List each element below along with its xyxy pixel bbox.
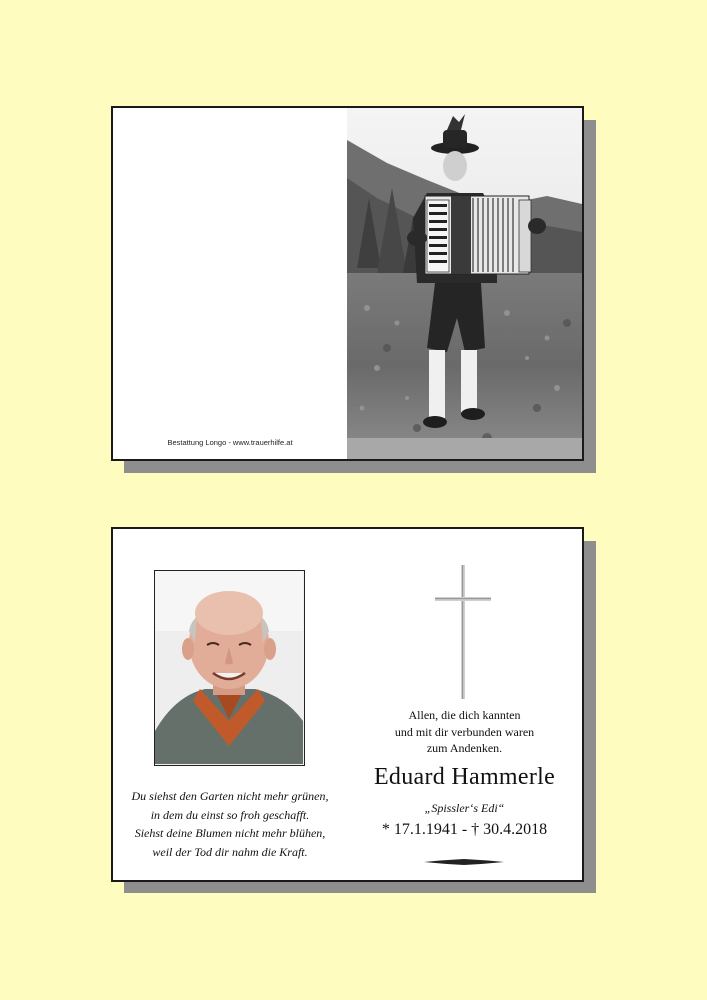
dedication-line: zum Andenken. (426, 741, 503, 755)
poem-line: in dem du einst so froh geschafft. (150, 807, 310, 822)
dedication-text (347, 707, 582, 757)
dedication-line: und mit dir verbunden waren (394, 724, 535, 739)
poem-line: weil der Tod dir nahm die Kraft. (152, 844, 308, 859)
portrait-photo (154, 570, 305, 766)
cross-icon (435, 565, 491, 704)
memorial-poem (113, 787, 347, 861)
ornament-divider-icon (424, 854, 504, 872)
deceased-nickname: „Spissler‘s Edi“ (424, 801, 505, 815)
front-card (111, 106, 584, 461)
deceased-name: Eduard Hammerle (373, 764, 556, 790)
poem-line: Siehst deine Blumen nicht mehr blühen, (134, 826, 326, 840)
life-dates: * 17.1.1941 - † 30.4.2018 (381, 821, 548, 838)
inner-card (111, 527, 584, 882)
accordion-player-photo (347, 108, 582, 459)
dedication-line: Allen, die dich kannten (408, 708, 521, 722)
poem-line: Du siehst den Garten nicht mehr grünen, (131, 789, 329, 803)
funeral-home-credit: Bestattung Longo - www.trauerhilfe.at (167, 438, 293, 447)
